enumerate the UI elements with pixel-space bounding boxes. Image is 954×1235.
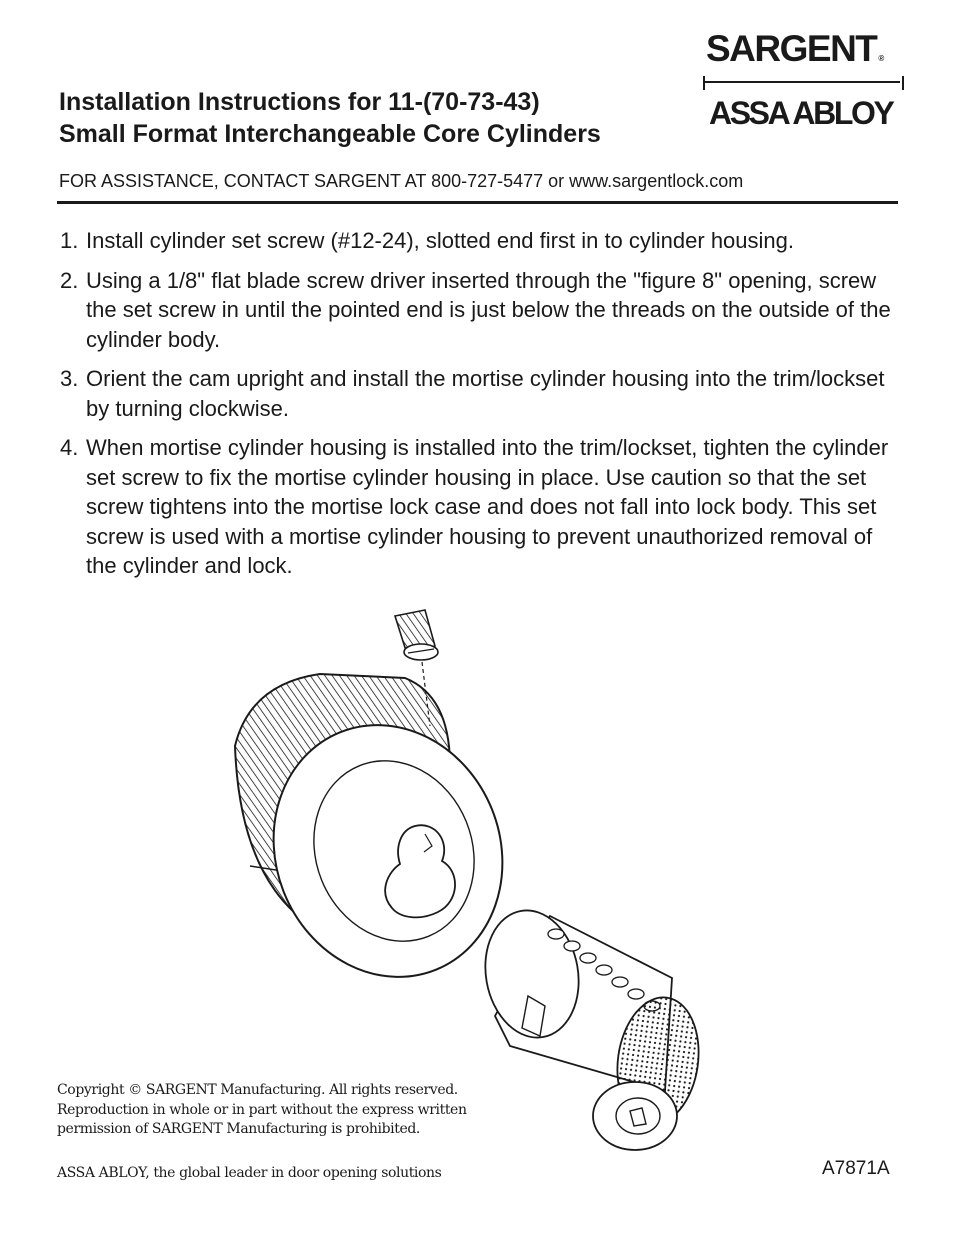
- title-line-1: Installation Instructions for 11-(70-73-43): [59, 88, 540, 116]
- step-number: 1.: [60, 228, 79, 253]
- step-text: Using a 1/8" flat blade screw driver inserted through the "figure 8" opening, screw the set screw in until the pointed end is just below the threads on the outside of the cylinder body.: [86, 267, 891, 352]
- step-text: Orient the cam upright and install the mortise cylinder housing into the trim/lockset by turning clockwise.: [86, 366, 885, 421]
- copyright-notice: [57, 1081, 467, 1140]
- instruction-steps: [60, 226, 900, 591]
- header-divider: [57, 201, 898, 204]
- step-item: [60, 226, 900, 256]
- company-tagline: ASSA ABLOY, the global leader in door opening solutions: [57, 1165, 442, 1181]
- sargent-logo: [706, 27, 885, 71]
- copyright-line-1: Copyright © SARGENT Manufacturing. All rights reserved.: [57, 1082, 458, 1098]
- copyright-line-2: Reproduction in whole or in part without the express written: [57, 1101, 467, 1118]
- title-line-2: Small Format Interchangeable Core Cylinders: [59, 120, 601, 148]
- step-item: [60, 266, 900, 355]
- sargent-logo-text: SARGENT: [706, 28, 877, 69]
- logo-bracket: [703, 76, 904, 90]
- step-number: 4.: [60, 435, 79, 460]
- interchangeable-core: [476, 903, 707, 1150]
- step-number: 2.: [60, 267, 79, 293]
- step-text: Install cylinder set screw (#12-24), slotted end first in to cylinder housing.: [86, 228, 794, 253]
- copyright-line-3: permission of SARGENT Manufacturing is prohibited.: [57, 1121, 420, 1137]
- assistance-line: FOR ASSISTANCE, CONTACT SARGENT AT 800-727-5477 or www.sargentlock.com: [59, 171, 744, 191]
- step-item: [60, 433, 900, 581]
- assa-abloy-logo: ASSA ABLOY: [709, 95, 893, 131]
- step-number: 3.: [60, 366, 79, 391]
- step-text: When mortise cylinder housing is installed into the trim/lockset, tighten the cylinder set screw to fix the mortise cylinder housing in place. Use caution so that the set screw tightens into the mortise lock case and does not fall into lock body. This set screw is used with a mortise cylinder housing to prevent unauthorized removal of the cylinder and lock.: [86, 435, 889, 578]
- set-screw: [395, 610, 438, 660]
- document-title: [59, 86, 699, 150]
- document-number: A7871A: [822, 1158, 890, 1179]
- registered-mark: ®: [878, 54, 885, 63]
- step-item: [60, 364, 900, 423]
